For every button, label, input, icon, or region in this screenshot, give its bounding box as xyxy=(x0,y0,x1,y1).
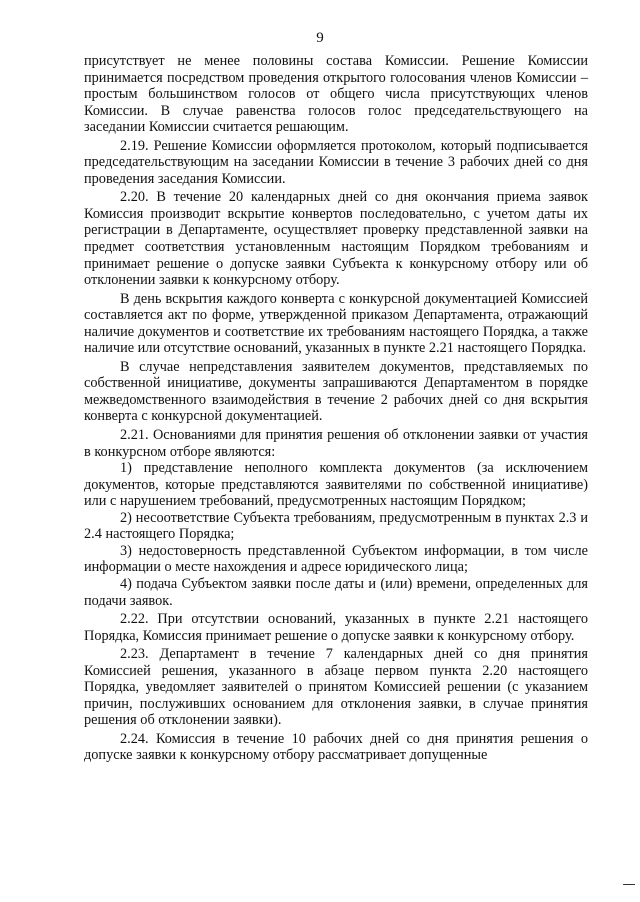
list-item-2-21-3: 3) недостоверность представленной Субъектом информации, в том числе информации о месте нахождения и адресе юридического лица; xyxy=(84,542,588,576)
page-number: 9 xyxy=(316,30,324,46)
paragraph-quorum-continuation: присутствует не менее половины состава Комиссии. Решение Комиссии принимается посредством проведения открытого голосования членов Комиссии – простым большинством голосов от общего числа присутствующих членов Комиссии. В случае равенства голосов голос председательствующего на заседании Комиссии считается решающим. xyxy=(84,53,588,136)
paragraph-2-22: 2.22. При отсутствии оснований, указанных в пункте 2.21 настоящего Порядка, Комиссия принимает решение о допуске заявки к конкурсному отбору. xyxy=(84,611,588,644)
paragraph-2-24: 2.24. Комиссия в течение 10 рабочих дней со дня принятия решения о допуске заявки к конкурсному отбору рассматривает допущенные xyxy=(84,730,588,764)
paragraph-2-21: 2.21. Основаниями для принятия решения об отклонении заявки от участия в конкурсном отборе являются: xyxy=(84,427,588,460)
scan-edge-mark xyxy=(623,884,635,885)
document-body xyxy=(84,53,588,764)
paragraph-2-19: 2.19. Решение Комиссии оформляется протоколом, который подписывается председательствующим на заседании Комиссии в течение 3 рабочих дней со дня проведения заседания Комиссии. xyxy=(84,137,588,187)
paragraph-2-20-act: В день вскрытия каждого конверта с конкурсной документацией Комиссией составляется акт по форме, утвержденной приказом Департамента, отражающий наличие документов и соответствие их требованиям настоящего Порядка, а также наличие или отсутствие оснований, указанных в пункте 2.21 настоящего Порядка. xyxy=(84,290,588,357)
list-item-2-21-4: 4) подача Субъектом заявки после даты и (или) времени, определенных для подачи заявок. xyxy=(84,575,588,609)
paragraph-2-20-interagency: В случае непредставления заявителем документов, представляемых по собственной инициативе, документы запрашиваются Департаментом в порядке межведомственного взаимодействия в течение 2 рабочих дней со дня вскрытия конверта с конкурсной документацией. xyxy=(84,358,588,425)
list-item-2-21-1: 1) представление неполного комплекта документов (за исключением документов, которые представляются заявителями по собственной инициативе) или с нарушением требований, предусмотренных настоящим Порядком; xyxy=(84,460,588,510)
paragraph-2-20: 2.20. В течение 20 календарных дней со дня окончания приема заявок Комиссия производит вскрытие конвертов последовательно, с учетом даты их регистрации в Департаменте, осуществляет проверку представленной заявки на предмет соответствия установленным настоящим Порядком требованиям и принимает решение о допуске заявки Субъекта к конкурсному отбору или об отклонении заявки к конкурсному отбору. xyxy=(84,189,588,289)
paragraph-2-23: 2.23. Департамент в течение 7 календарных дней со дня принятия Комиссией решения, указанного в абзаце первом пункта 2.20 настоящего Порядка, уведомляет заявителей о принятом Комиссией решении (с указанием причин, послуживших основанием для отклонения заявки, в случае принятия решения об отклонении заявки). xyxy=(84,646,588,729)
list-item-2-21-2: 2) несоответствие Субъекта требованиям, предусмотренным в пунктах 2.3 и 2.4 настоящего Порядка; xyxy=(84,509,588,543)
